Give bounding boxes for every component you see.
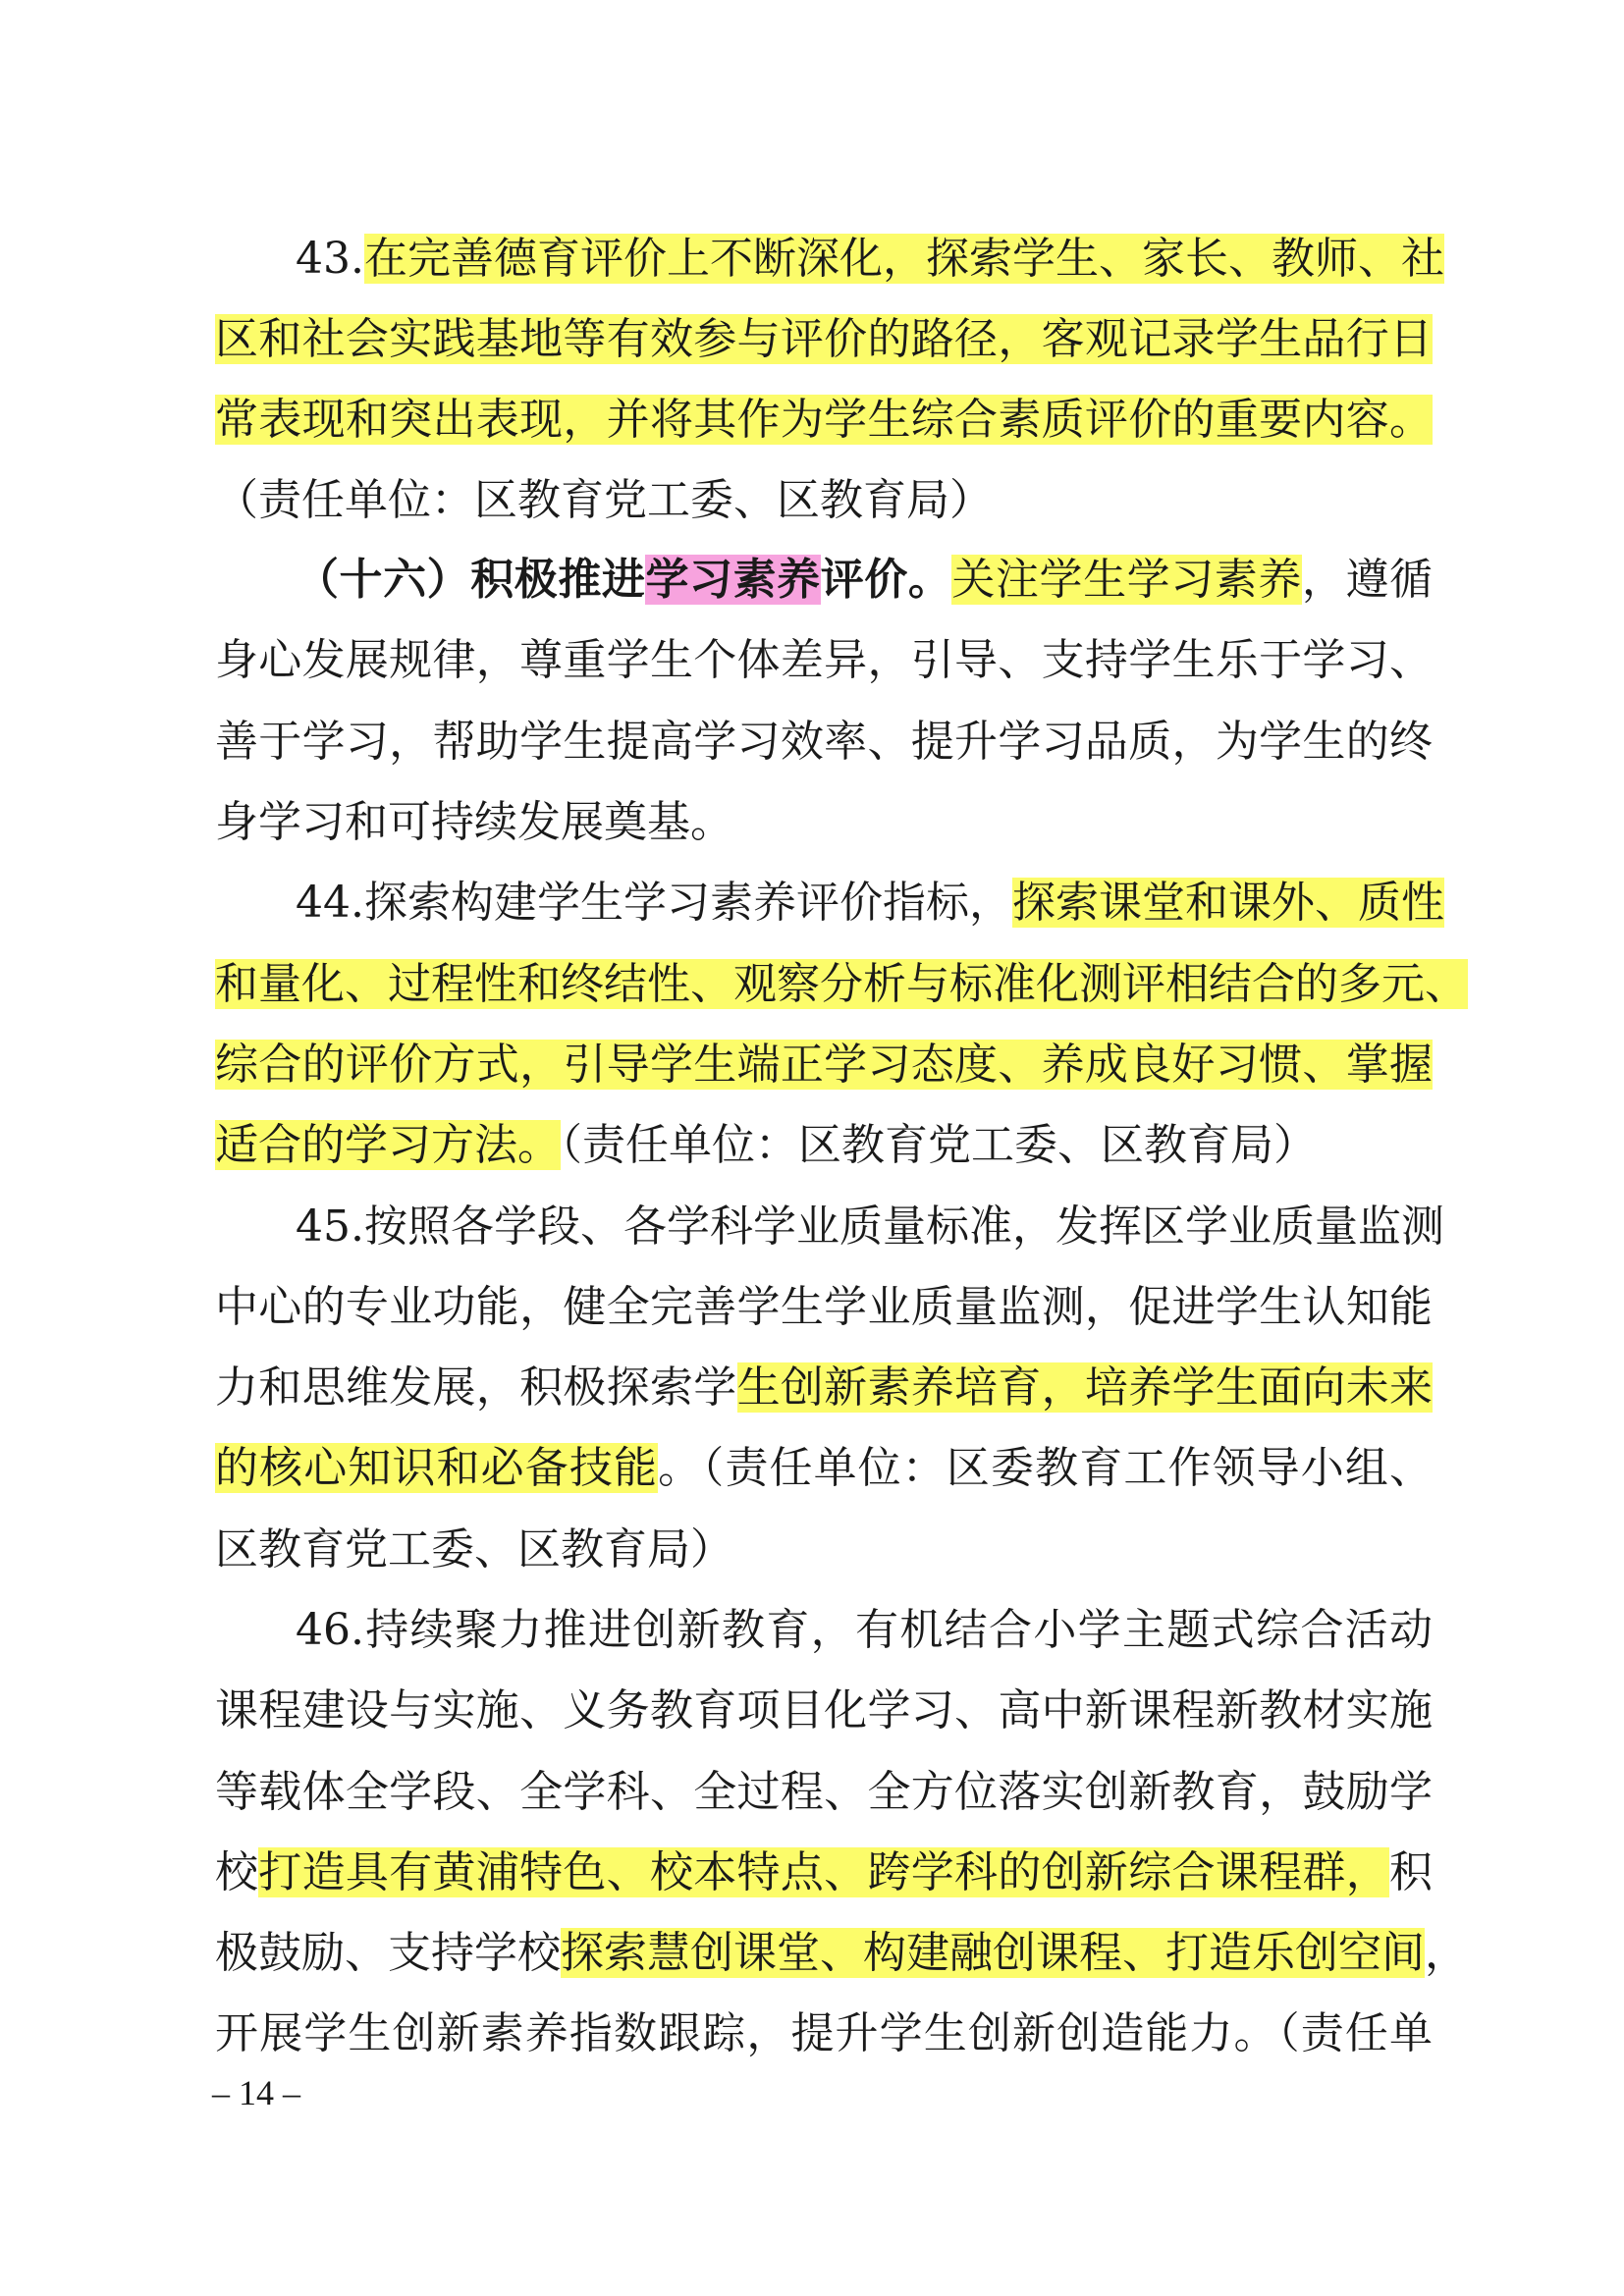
text-segment: 课程建设与实施、义务教育项目化学习、高中新课程新教材实施 xyxy=(215,1685,1433,1736)
text-line xyxy=(215,1348,1433,1428)
highlighted-text: 关注学生学习素养 xyxy=(951,555,1302,606)
text-line xyxy=(215,1994,1433,2074)
text-segment: （责任单位：区教育党工委、区教育局） xyxy=(215,475,993,526)
text-line xyxy=(215,944,1468,1025)
highlighted-text: 和量化、过程性和终结性、观察分析与标准化测评相结合的多元、 xyxy=(215,958,1468,1009)
text-segment: 善于学习，帮助学生提高学习效率、提升学习品质，为学生的终 xyxy=(215,716,1433,767)
text-segment: 身学习和可持续发展奠基。 xyxy=(215,797,733,848)
text-segment: 45.按照各学段、各学科学业质量标准，发挥区学业质量监测 xyxy=(296,1201,1444,1252)
highlighted-text: 的核心知识和必备技能 xyxy=(215,1443,659,1494)
text-line xyxy=(215,702,1433,782)
text-segment: 中心的专业功能，健全完善学生学业质量监测，促进学生认知能 xyxy=(215,1281,1433,1332)
text-segment: （十六）积极推进 xyxy=(296,555,646,606)
text-segment: 区教育党工委、区教育局） xyxy=(215,1523,733,1575)
highlighted-text: 学习素养 xyxy=(645,555,821,606)
text-segment: 43. xyxy=(296,233,364,284)
text-segment: 极鼓励、支持学校 xyxy=(215,1928,561,1979)
text-segment: ，遵循 xyxy=(1301,555,1434,606)
text-line xyxy=(215,1833,1433,1913)
page-number: – 14 – xyxy=(212,2073,300,2112)
text-line xyxy=(215,1671,1433,1751)
highlighted-text: 适合的学习方法。 xyxy=(215,1120,561,1171)
text-segment: 44.探索构建学生学习素养评价指标， xyxy=(296,878,1012,929)
text-line xyxy=(296,1187,1444,1267)
text-line xyxy=(215,380,1433,460)
text-line xyxy=(215,782,1433,863)
text-line xyxy=(296,540,1433,620)
text-line xyxy=(215,1267,1433,1348)
text-line xyxy=(215,1510,1433,1590)
highlighted-text: 常表现和突出表现，并将其作为学生综合素质评价的重要内容。 xyxy=(215,395,1433,446)
text-line xyxy=(296,219,1444,299)
text-segment: 。（责任单位：区委教育工作领导小组、 xyxy=(658,1443,1434,1494)
text-segment: 身心发展规律，尊重学生个体差异，引导、支持学生乐于学习、 xyxy=(215,635,1433,686)
text-segment: 积 xyxy=(1389,1846,1433,1897)
text-line xyxy=(215,1025,1433,1105)
highlighted-text: 探索慧创课堂、构建融创课程、打造乐创空间 xyxy=(561,1928,1425,1979)
text-segment: 46.持续聚力推进创新教育，有机结合小学主题式综合活动 xyxy=(296,1605,1433,1655)
text-segment: 校 xyxy=(215,1846,259,1897)
text-segment: ， xyxy=(1425,1928,1468,1979)
text-line xyxy=(215,299,1433,380)
text-line xyxy=(296,863,1444,943)
highlighted-text: 在完善德育评价上不断深化，探索学生、家长、教师、社 xyxy=(363,233,1444,284)
text-line xyxy=(215,1913,1468,1994)
text-line xyxy=(215,1428,1433,1509)
text-segment: （责任单位：区教育党工委、区教育局） xyxy=(561,1120,1317,1171)
text-line xyxy=(296,1590,1433,1671)
text-line xyxy=(215,1105,1433,1186)
highlighted-text: 生创新素养培育，培养学生面向未来 xyxy=(736,1362,1434,1414)
text-line xyxy=(215,1752,1433,1833)
highlighted-text: 打造具有黄浦特色、校本特点、跨学科的创新综合课程群， xyxy=(258,1846,1389,1897)
text-segment: 力和思维发展，积极探索学 xyxy=(215,1362,737,1414)
highlighted-text: 综合的评价方式，引导学生端正学习态度、养成良好习惯、掌握 xyxy=(215,1039,1433,1090)
highlighted-text: 区和社会实践基地等有效参与评价的路径，客观记录学生品行日 xyxy=(215,313,1433,364)
text-line xyxy=(215,460,1433,541)
text-segment: 评价。 xyxy=(820,555,952,606)
text-segment: 开展学生创新素养指数跟踪，提升学生创新创造能力。（责任单 xyxy=(215,2008,1433,2059)
text-segment: 等载体全学段、全学科、全过程、全方位落实创新教育，鼓励学 xyxy=(215,1766,1433,1817)
text-line xyxy=(215,620,1433,701)
highlighted-text: 探索课堂和课外、质性 xyxy=(1011,878,1444,929)
